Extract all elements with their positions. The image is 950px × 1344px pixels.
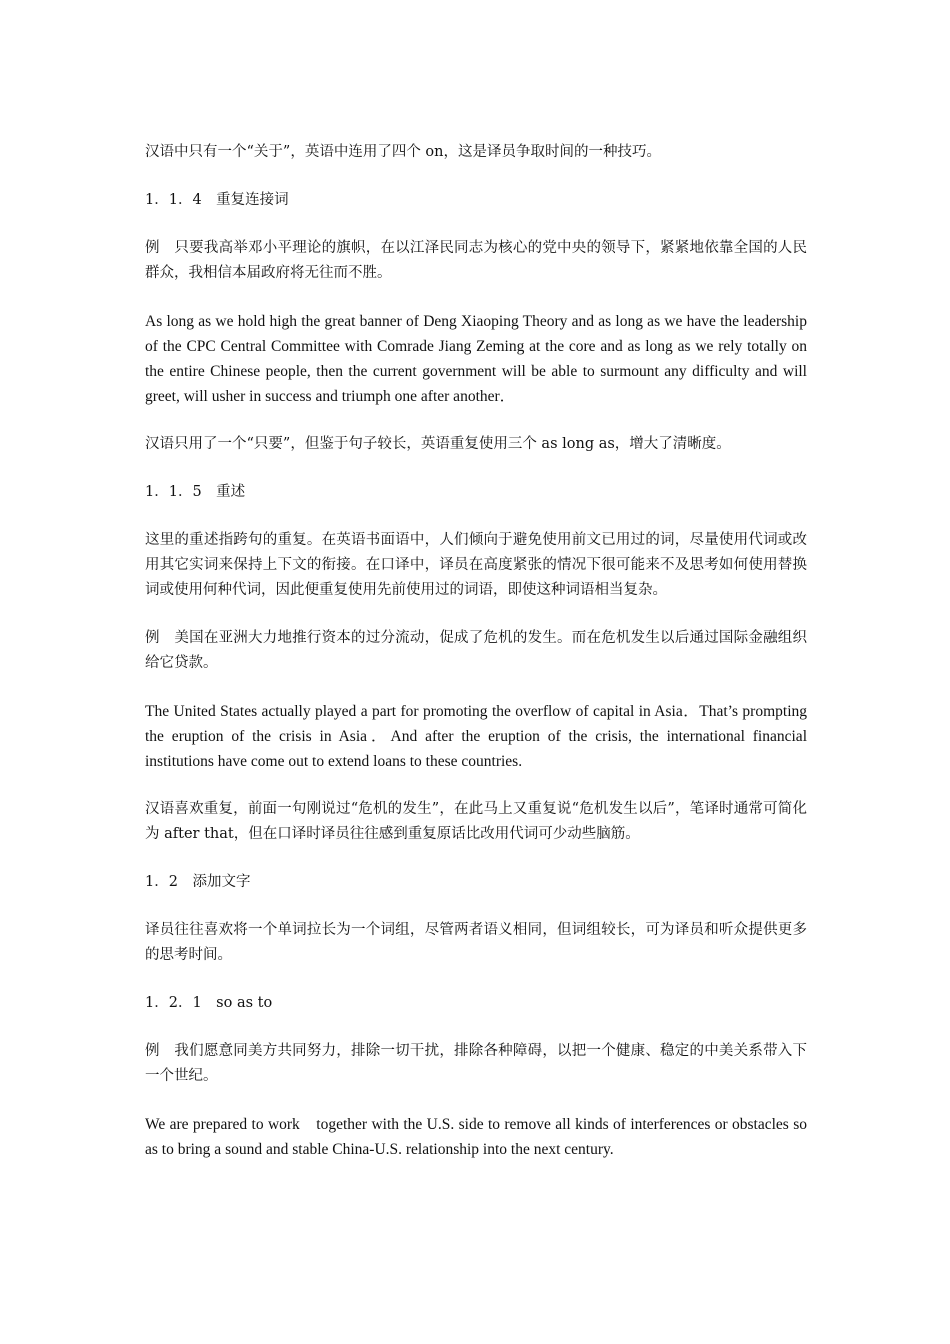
section-heading: 1．2 添加文字 [145, 874, 251, 890]
paragraph-zh: 译员往往喜欢将一个单词拉长为一个词组，尽管两者语义相同，但词组较长，可为译员和听众提供更多的思考时间。 [145, 922, 807, 963]
example-zh: 例 只要我高举邓小平理论的旗帜，在以江泽民同志为核心的党中央的领导下，紧紧地依靠全国的人民群众，我相信本届政府将无往而不胜。 [145, 240, 807, 281]
paragraph-zh: 汉语只用了一个“只要”，但鉴于句子较长，英语重复使用三个 as long as，增大了清晰度。 [145, 436, 731, 452]
section-heading: 1．1．4 重复连接词 [145, 192, 289, 208]
document-body [145, 140, 807, 1185]
paragraph-zh: 汉语中只有一个“关于”，英语中连用了四个 on，这是译员争取时间的一种技巧。 [145, 144, 662, 160]
section-heading: 1．2．1 so as to [145, 995, 273, 1011]
paragraph-zh: 汉语喜欢重复，前面一句刚说过“危机的发生”，在此马上又重复说“危机发生以后”，笔译时通常可简化为 after that，但在口译时译员往往感到重复原话比改用代词可少动些脑筋。 [145, 801, 807, 842]
paragraph-zh: 这里的重述指跨句的重复。在英语书面语中，人们倾向于避免使用前文已用过的词，尽量使用代词或改用其它实词来保持上下文的衔接。在口译中，译员在高度紧张的情况下很可能来不及思考如何使用替换词或使用何种代词，因此便重复使用先前使用过的词语，即使这种词语相当复杂。 [145, 532, 807, 598]
example-zh: 例 我们愿意同美方共同努力，排除一切干扰，排除各种障碍，以把一个健康、稳定的中美关系带入下一个世纪。 [145, 1043, 807, 1084]
section-heading: 1．1．5 重述 [145, 484, 246, 500]
example-zh: 例 美国在亚洲大力地推行资本的过分流动，促成了危机的发生。而在危机发生以后通过国际金融组织给它贷款。 [145, 630, 807, 671]
example-en: As long as we hold high the great banner of Deng Xiaoping Theory and as long as we have the leadership of the CPC Central Committee with Comrade Jiang Zeming at the core and as long as we rely totally on the entire Chinese people, then the current government will be able to surmount any difficulty and will greet, will usher in success and triumph one after another． [145, 313, 807, 405]
example-en: We are prepared to work together with the U.S. side to remove all kinds of interferences or obstacles so as to bring a sound and stable China-U.S. relationship into the next century. [145, 1116, 807, 1158]
example-en: The United States actually played a part for promoting the overflow of capital in Asia．That’s prompting the eruption of the crisis in Asia．And after the eruption of the crisis, the international financial institutions have come out to extend loans to these countries. [145, 703, 807, 770]
